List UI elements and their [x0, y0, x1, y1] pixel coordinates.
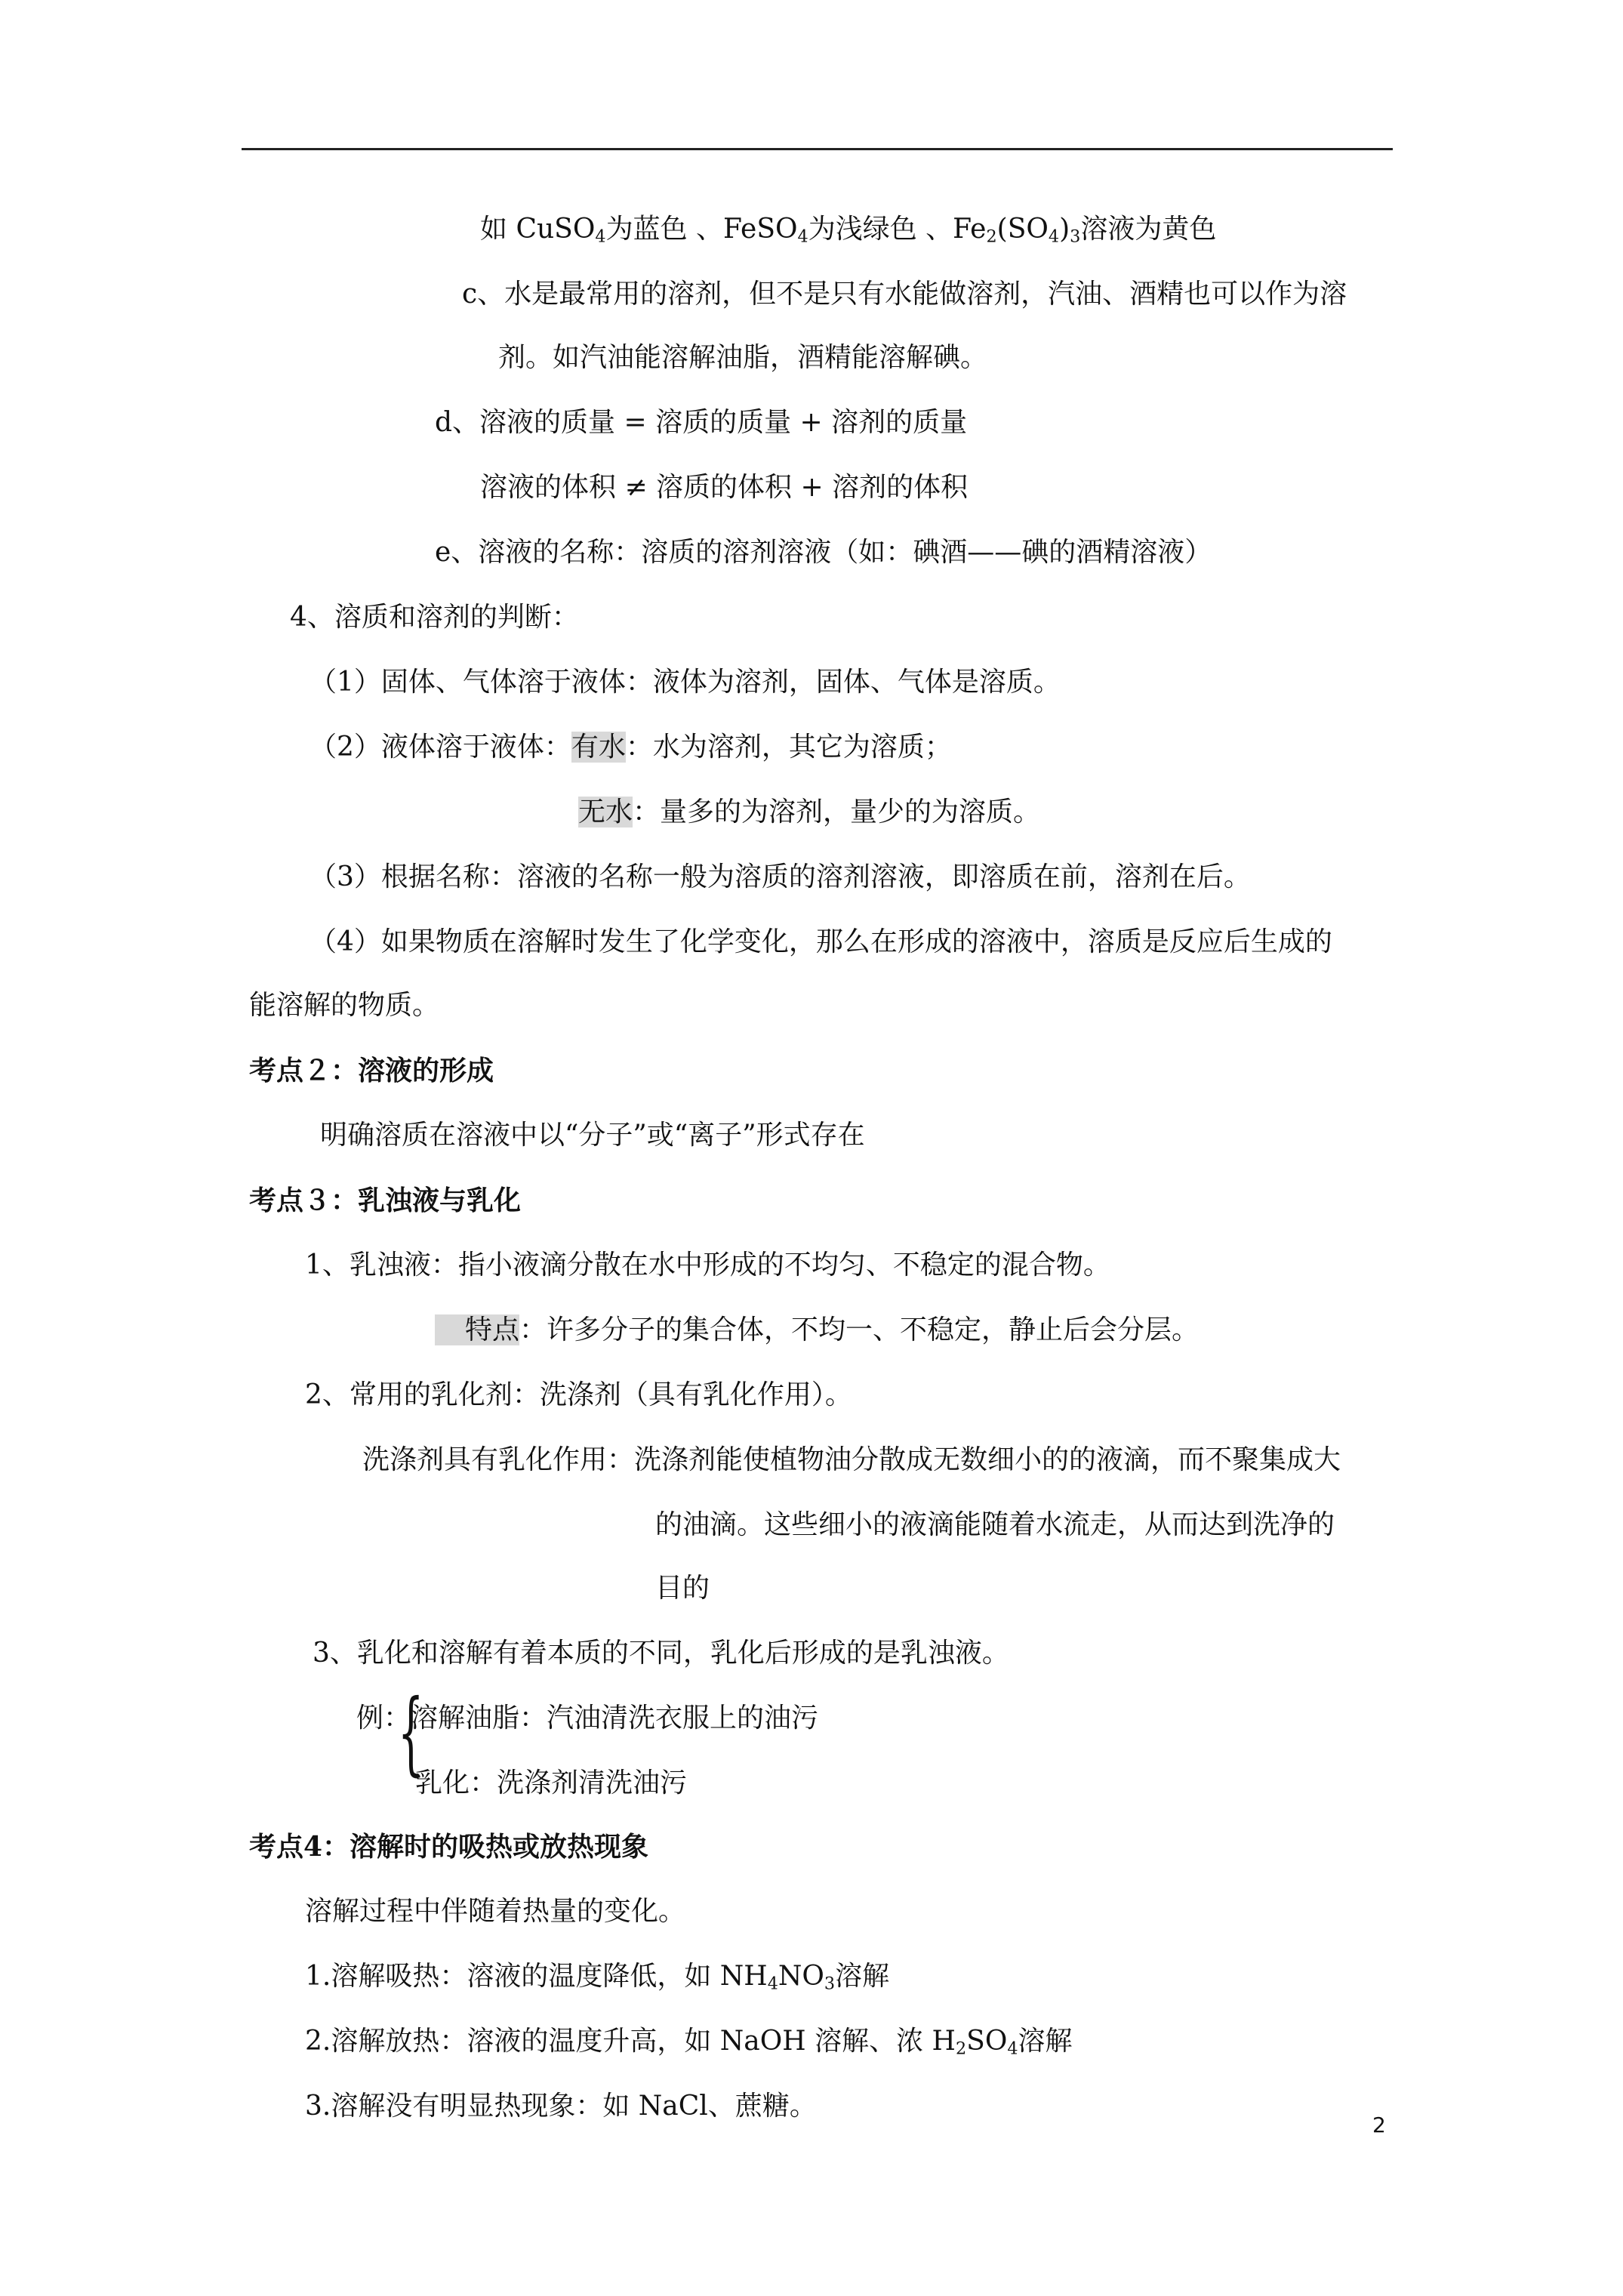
text-line: 1、乳浊液：指小液滴分散在水中形成的不均匀、不稳定的混合物。	[305, 1250, 1110, 1281]
text-line: 溶液的体积 ≠ 溶质的体积 + 溶剂的体积	[480, 472, 969, 503]
text-line: 如 CuSO$_4$为蓝色 、FeSO$_4$为浅绿色 、$Fe_2(SO_4)_3$溶液为黄色	[480, 214, 1217, 247]
text-line: 明确溶质在溶液中以“分子”或“离子”形式存在	[320, 1120, 865, 1151]
text-line: d、溶液的质量 = 溶质的质量 + 溶剂的质量	[435, 407, 968, 438]
text-line: 能溶解的物质。	[249, 990, 440, 1021]
text-line: 3、乳化和溶解有着本质的不同，乳化后形成的是乳浊液。	[313, 1638, 1009, 1669]
text-line: 无水：量多的为溶剂，量少的为溶质。	[578, 797, 1041, 827]
text-line: （1）固体、气体溶于液体：液体为溶剂，固体、气体是溶质。	[310, 667, 1061, 698]
text-line: 2.溶解放热：溶液的温度升高，如 NaOH 溶解、浓 $H_2SO_4$溶解	[305, 2026, 1073, 2059]
text-line: 特点：许多分子的集合体，不均一、不稳定，静止后会分层。	[435, 1314, 1199, 1347]
highlight-term: 有水	[571, 732, 626, 763]
text-line: 剂。如汽油能溶解油脂，酒精能溶解碘。	[498, 342, 988, 373]
highlight-term: 无水	[578, 797, 633, 827]
section-heading: 考点4：溶解时的吸热或放热现象	[249, 1831, 649, 1863]
text-line: 2、常用的乳化剂：洗涤剂（具有乳化作用）。	[305, 1379, 852, 1410]
text-line: 溶解过程中伴随着热量的变化。	[305, 1896, 686, 1927]
text-line: 3.溶解没有明显热现象：如 NaCl、蔗糖。	[305, 2091, 817, 2122]
text-line: 例：溶解油脂：汽油清洗衣服上的油污	[356, 1703, 819, 1734]
text-line: 目的	[655, 1573, 710, 1604]
text-line: c、水是最常用的溶剂，但不是只有水能做溶剂，汽油、酒精也可以作为溶	[462, 279, 1347, 310]
text-line: 4、溶质和溶剂的判断：	[290, 602, 579, 633]
text-line: （3）根据名称：溶液的名称一般为溶质的溶剂溶液，即溶质在前，溶剂在后。	[310, 861, 1251, 892]
text-line: （2）液体溶于液体：有水：水为溶剂，其它为溶质；	[310, 732, 952, 763]
text-line: e、溶液的名称：溶质的溶剂溶液（如：碘酒——碘的酒精溶液）	[435, 537, 1212, 568]
text-line: 1.溶解吸热：溶液的温度降低，如 $NH_4NO_3$溶解	[305, 1961, 890, 1994]
header-rule	[242, 148, 1393, 150]
page-number: 2	[1372, 2113, 1386, 2137]
section-heading: 考点３：乳浊液与乳化	[249, 1185, 522, 1216]
curly-brace: {	[398, 1681, 424, 1786]
section-heading: 考点２：溶液的形成	[249, 1055, 494, 1086]
highlight-term: 特点	[435, 1314, 519, 1345]
text-line: 乳化：洗涤剂清洗油污	[415, 1767, 688, 1798]
text-line: 洗涤剂具有乳化作用：洗涤剂能使植物油分散成无数细小的的液滴，而不聚集成大	[362, 1444, 1341, 1475]
text-line: （4）如果物质在溶解时发生了化学变化，那么在形成的溶液中，溶质是反应后生成的	[310, 926, 1332, 957]
text-line: 的油滴。这些细小的液滴能随着水流走，从而达到洗净的	[655, 1509, 1335, 1540]
